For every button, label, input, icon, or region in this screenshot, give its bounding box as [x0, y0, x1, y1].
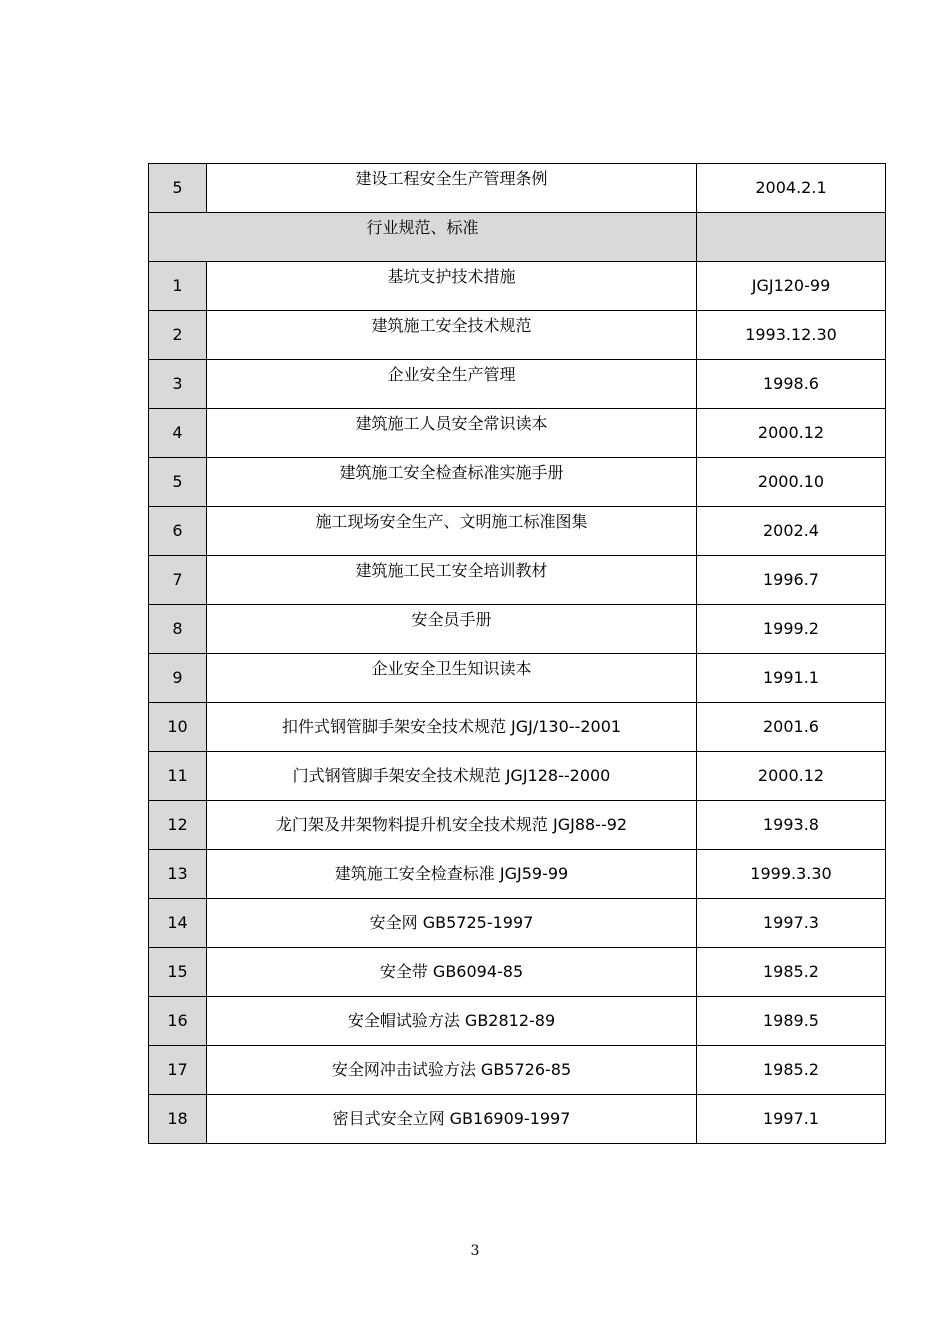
- row-title: 建筑施工人员安全常识读本: [207, 409, 697, 458]
- row-title: 企业安全卫生知识读本: [207, 654, 697, 703]
- row-title: 建筑施工民工安全培训教材: [207, 556, 697, 605]
- table-row: [149, 654, 886, 703]
- table-row: [149, 899, 886, 948]
- row-title: 建设工程安全生产管理条例: [207, 164, 697, 213]
- row-date: 1999.3.30: [697, 850, 886, 899]
- row-number: 1: [149, 262, 207, 311]
- row-title: 安全网冲击试验方法 GB5726-85: [207, 1046, 697, 1095]
- row-title: 建筑施工安全技术规范: [207, 311, 697, 360]
- section-header-row: [149, 213, 886, 262]
- row-date: 1999.2: [697, 605, 886, 654]
- table-row: [149, 703, 886, 752]
- table-row: [149, 801, 886, 850]
- table-row: [149, 752, 886, 801]
- row-number: 4: [149, 409, 207, 458]
- section-title: 行业规范、标准: [149, 213, 697, 262]
- row-date: 2000.12: [697, 752, 886, 801]
- row-date: 2001.6: [697, 703, 886, 752]
- row-date: JGJ120-99: [697, 262, 886, 311]
- row-number: 10: [149, 703, 207, 752]
- row-title: 扣件式钢管脚手架安全技术规范 JGJ/130--2001: [207, 703, 697, 752]
- row-date: 1993.8: [697, 801, 886, 850]
- table-row: [149, 262, 886, 311]
- table-row: [149, 1046, 886, 1095]
- row-number: 14: [149, 899, 207, 948]
- row-date: 1997.3: [697, 899, 886, 948]
- row-number: 6: [149, 507, 207, 556]
- table-row: [149, 360, 886, 409]
- table-row: [149, 556, 886, 605]
- row-date: 1985.2: [697, 948, 886, 997]
- row-number: 11: [149, 752, 207, 801]
- row-title: 建筑施工安全检查标准实施手册: [207, 458, 697, 507]
- row-title: 龙门架及井架物料提升机安全技术规范 JGJ88--92: [207, 801, 697, 850]
- row-number: 5: [149, 458, 207, 507]
- row-date: 1991.1: [697, 654, 886, 703]
- row-title: 门式钢管脚手架安全技术规范 JGJ128--2000: [207, 752, 697, 801]
- row-number: 15: [149, 948, 207, 997]
- row-title: 安全带 GB6094-85: [207, 948, 697, 997]
- table-row: [149, 850, 886, 899]
- table-row: [149, 409, 886, 458]
- table-row: [149, 311, 886, 360]
- row-title: 施工现场安全生产、文明施工标准图集: [207, 507, 697, 556]
- table-row: [149, 458, 886, 507]
- row-date: 1989.5: [697, 997, 886, 1046]
- row-date: 2002.4: [697, 507, 886, 556]
- row-title: 基坑支护技术措施: [207, 262, 697, 311]
- row-date: 1997.1: [697, 1095, 886, 1144]
- row-date: 1993.12.30: [697, 311, 886, 360]
- row-date: 2000.10: [697, 458, 886, 507]
- row-number: 13: [149, 850, 207, 899]
- row-date: 1998.6: [697, 360, 886, 409]
- row-title: 建筑施工安全检查标准 JGJ59-99: [207, 850, 697, 899]
- table-row: [149, 605, 886, 654]
- section-date: [697, 213, 886, 262]
- row-date: 2004.2.1: [697, 164, 886, 213]
- row-number: 16: [149, 997, 207, 1046]
- row-date: 1985.2: [697, 1046, 886, 1095]
- row-number: 17: [149, 1046, 207, 1095]
- row-title: 安全网 GB5725-1997: [207, 899, 697, 948]
- row-date: 1996.7: [697, 556, 886, 605]
- row-number: 5: [149, 164, 207, 213]
- row-title: 安全员手册: [207, 605, 697, 654]
- row-number: 3: [149, 360, 207, 409]
- row-title: 安全帽试验方法 GB2812-89: [207, 997, 697, 1046]
- table-row: [149, 164, 886, 213]
- regulations-table: [148, 163, 886, 1144]
- table-row: [149, 948, 886, 997]
- row-date: 2000.12: [697, 409, 886, 458]
- row-title: 企业安全生产管理: [207, 360, 697, 409]
- table-row: [149, 997, 886, 1046]
- page-number: 3: [470, 1243, 480, 1259]
- table-row: [149, 507, 886, 556]
- row-number: 2: [149, 311, 207, 360]
- table-row: [149, 1095, 886, 1144]
- row-number: 9: [149, 654, 207, 703]
- row-number: 18: [149, 1095, 207, 1144]
- row-number: 8: [149, 605, 207, 654]
- row-title: 密目式安全立网 GB16909-1997: [207, 1095, 697, 1144]
- row-number: 7: [149, 556, 207, 605]
- row-number: 12: [149, 801, 207, 850]
